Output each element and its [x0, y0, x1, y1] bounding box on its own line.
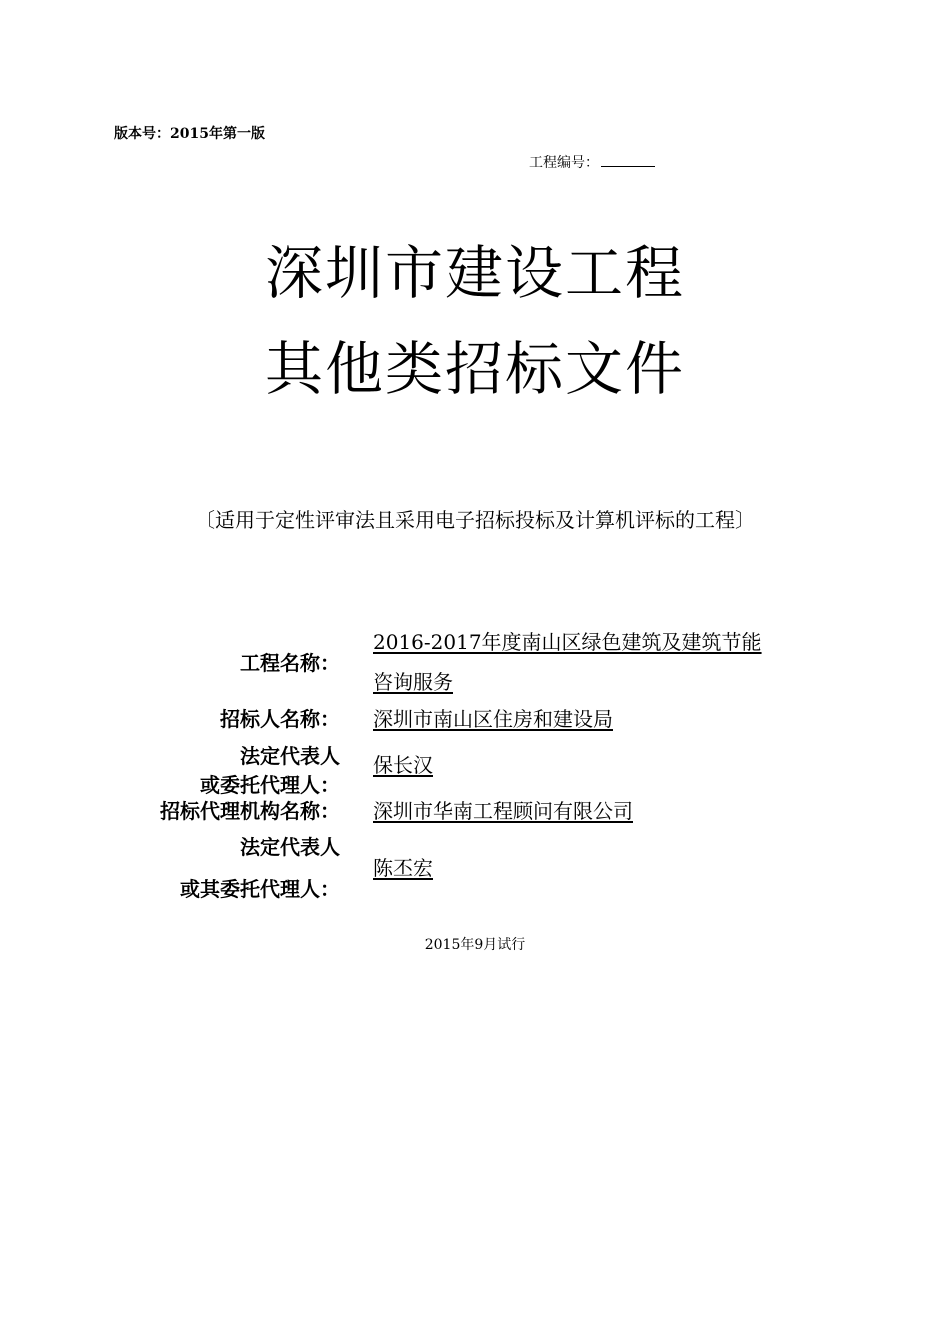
agency-value: 深圳市华南工程顾问有限公司 [373, 799, 633, 823]
tenderer-rep-label-line1: 法定代表人 [240, 744, 340, 768]
version-label: 版本号：2015年第一版 [114, 126, 265, 142]
document-title-line2: 其他类招标文件 [264, 335, 685, 403]
project-number [529, 152, 655, 173]
project-name-value-line1: 2016-2017年度南山区绿色建筑及建筑节能 [373, 630, 762, 654]
agency-label: 招标代理机构名称： [160, 799, 340, 823]
document-subtitle: 〔适用于定性评审法且采用电子招标投标及计算机评标的工程〕 [195, 508, 755, 532]
tenderer-rep-label-line2: 或委托代理人： [200, 773, 340, 797]
tenderer-label: 招标人名称： [220, 707, 340, 731]
trial-date: 2015年9月试行 [424, 937, 526, 953]
document-title-line1: 深圳市建设工程 [264, 239, 685, 307]
agency-rep-value: 陈丕宏 [373, 856, 433, 880]
agency-rep-label-line2: 或其委托代理人： [180, 877, 340, 901]
tenderer-rep-value: 保长汉 [373, 753, 433, 777]
project-number-label: 工程编号： [529, 155, 599, 171]
project-name-value-line2: 咨询服务 [373, 670, 453, 694]
project-number-blank [601, 152, 655, 167]
project-name-label: 工程名称： [240, 651, 340, 675]
tenderer-value: 深圳市南山区住房和建设局 [373, 707, 613, 731]
agency-rep-label-line1: 法定代表人 [240, 835, 340, 859]
